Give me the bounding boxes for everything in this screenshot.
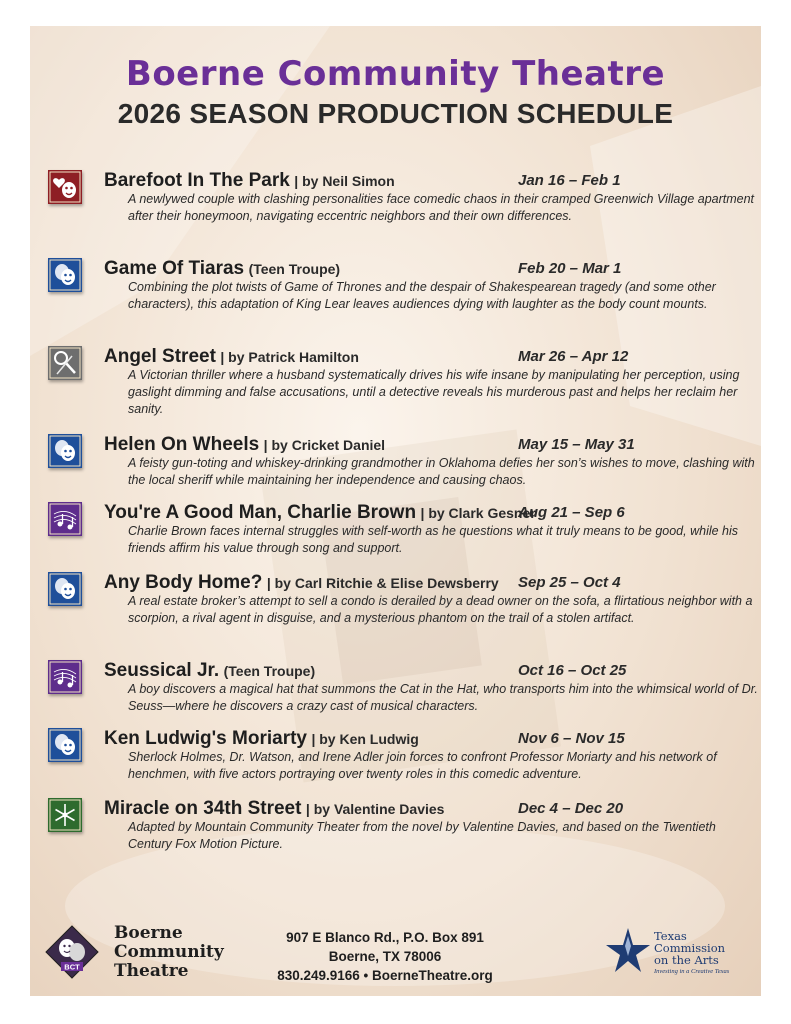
magnifier-dagger-icon bbox=[48, 346, 82, 380]
music-notes-icon bbox=[48, 660, 82, 694]
theatre-masks-icon bbox=[48, 572, 82, 606]
show-description: A feisty gun-toting and whiskey-drinking grandmother in Oklahoma defies her son’s wishes to move, clashing with the local sheriff while maintaining her independence and causing chaos. bbox=[128, 456, 755, 487]
show-credit: (Teen Troupe) bbox=[248, 261, 341, 277]
show-description: A real estate broker’s attempt to sell a condo is derailed by a dead owner on the sofa, a flirtatious neighbor with a scorpion, a rival agent in disguise, and a mysterious phantom on the trail of a stolen artifact. bbox=[128, 594, 753, 625]
music-notes-icon bbox=[48, 502, 82, 536]
show-credit: | by Valentine Davies bbox=[305, 801, 445, 817]
show-dates: Dec 4 – Dec 20 bbox=[518, 800, 624, 817]
show-credit: | by Carl Ritchie & Elise Dewsberry bbox=[266, 575, 499, 591]
show-dates: Aug 21 – Sep 6 bbox=[518, 504, 625, 521]
show-dates: May 15 – May 31 bbox=[518, 436, 635, 453]
poster-footer bbox=[30, 916, 761, 996]
show-dates: Oct 16 – Oct 25 bbox=[518, 662, 627, 679]
show-description: A newlywed couple with clashing personalities face comedic chaos in their cramped Greenwich Village apartment after their honeymoon, navigating eccentric neighbors and their own differences. bbox=[128, 192, 755, 223]
logo-wordmark: Boerne Community Theatre bbox=[114, 923, 224, 981]
heart-masks-icon bbox=[48, 170, 82, 204]
show-credit: (Teen Troupe) bbox=[223, 663, 316, 679]
theatre-masks-icon bbox=[48, 434, 82, 468]
show-dates: Sep 25 – Oct 4 bbox=[518, 574, 621, 591]
star-icon bbox=[604, 926, 652, 974]
show-title: Barefoot In The Park bbox=[104, 170, 290, 191]
theatre-masks-icon bbox=[48, 258, 82, 292]
show-dates: Nov 6 – Nov 15 bbox=[518, 730, 625, 747]
logo-initials: BCT bbox=[64, 962, 80, 972]
contact-address: 907 E Blanco Rd., P.O. Box 891 Boerne, TX 78006 830.249.9166 • BoerneTheatre.org bbox=[277, 930, 493, 983]
show-description: Sherlock Holmes, Dr. Watson, and Irene Adler join forces to confront Professor Moriarty and his network of henchmen, with five actors portraying over twenty roles in this comedic adventure. bbox=[128, 750, 717, 781]
show-title: Game Of Tiaras bbox=[104, 258, 245, 279]
show-dates: Mar 26 – Apr 12 bbox=[518, 348, 629, 365]
show-description: Adapted by Mountain Community Theater from the novel by Valentine Davies, and based on the Twentieth Century Fox Motion Picture. bbox=[128, 820, 716, 851]
tca-logo-text: Texas Commission on the Arts Investing in a Creative Texas bbox=[654, 929, 730, 975]
show-title: Angel Street bbox=[104, 346, 216, 367]
show-credit: | by Cricket Daniel bbox=[263, 437, 386, 453]
show-description: Charlie Brown faces internal struggles with self-worth as he questions what it truly means to be good, while his friends affirm his value through song and support. bbox=[128, 524, 739, 555]
show-credit: | by Clark Gesner bbox=[420, 505, 536, 521]
snowflake-icon bbox=[48, 798, 82, 832]
season-subtitle: 2026 SEASON PRODUCTION SCHEDULE bbox=[117, 98, 674, 129]
show-credit: | by Patrick Hamilton bbox=[220, 349, 359, 365]
show-dates: Jan 16 – Feb 1 bbox=[518, 172, 621, 189]
show-title: Miracle on 34th Street bbox=[104, 798, 302, 819]
show-credit: | by Ken Ludwig bbox=[311, 731, 419, 747]
theatre-logo bbox=[44, 924, 100, 980]
theatre-masks-icon bbox=[48, 728, 82, 762]
poster-header bbox=[30, 26, 761, 130]
show-description: Combining the plot twists of Game of Thrones and the despair of Shakespearean tragedy (and some other characters), this adaptation of King Lear leaves audiences dying with laughter as the body count mounts. bbox=[128, 280, 716, 311]
show-title: Seussical Jr. bbox=[104, 660, 220, 681]
show-description: A boy discovers a magical hat that summons the Cat in the Hat, who transports him into the whimsical world of Dr. Seuss—where he discovers a crazy cast of musical characters. bbox=[128, 682, 758, 713]
show-title: Helen On Wheels bbox=[104, 434, 260, 455]
show-title: Any Body Home? bbox=[104, 572, 263, 593]
show-title: You're A Good Man, Charlie Brown bbox=[104, 502, 417, 523]
show-credit: | by Neil Simon bbox=[294, 173, 395, 189]
season-poster bbox=[30, 26, 761, 996]
show-dates: Feb 20 – Mar 1 bbox=[518, 260, 622, 277]
theatre-title: Boerne Community Theatre bbox=[125, 54, 666, 94]
show-description: A Victorian thriller where a husband systematically drives his wife insane by manipulating her perception, using gaslight dimming and false accusations, until a detective reveals his murderous past and helps her reclaim her sanity. bbox=[128, 368, 740, 416]
show-title: Ken Ludwig's Moriarty bbox=[104, 728, 307, 749]
